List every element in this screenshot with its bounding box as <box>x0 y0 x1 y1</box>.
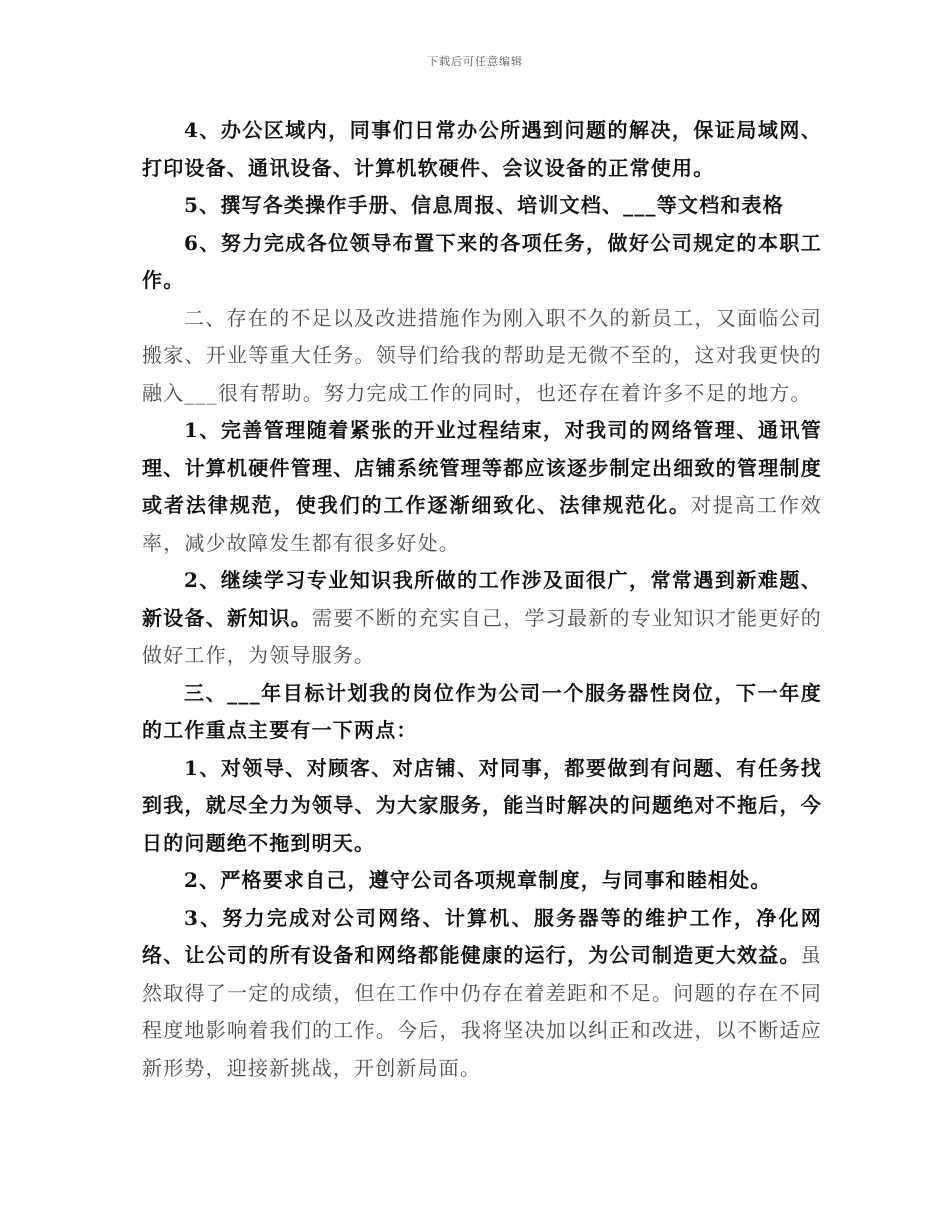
paragraph-bold-text: 3、努力完成对公司网络、计算机、服务器等的维护工作，净化网络、让公司的所有设备和网络都能健康的运行，为公司制造更大效益。 <box>142 905 822 967</box>
paragraph-normal-text: 需要不断的充实自己，学习最新的专业知识才能更好的做好工作，为领导服务。 <box>142 605 822 667</box>
paragraph-normal-text: 二、存在的不足以及改进措施作为刚入职不久的新员工，又面临公司搬家、开业等重大任务。领导们给我的帮助是无微不至的，这对我更快的融入___很有帮助。努力完成工作的同时，也还存在着许多不足的地方。 <box>142 305 822 405</box>
plan-item-3 <box>142 900 822 1088</box>
paragraph-bold-text: 2、继续学习专业知识我所做的工作涉及面很广，常常遇到新难题、新设备、新知识。 <box>142 568 822 630</box>
paragraph-bold-text: 4、办公区域内，同事们日常办公所遇到问题的解决，保证局域网、打印设备、通讯设备、计算机软硬件、会议设备的正常使用。 <box>142 118 822 180</box>
paragraph-bold-text: 三、___年目标计划我的岗位作为公司一个服务器性岗位，下一年度的工作重点主要有一下两点： <box>142 680 822 742</box>
plan-item-2 <box>142 862 822 900</box>
paragraph-bold-text: 2、严格要求自己，遵守公司各项规章制度，与同事和睦相处。 <box>184 868 772 892</box>
improvement-item-2 <box>142 562 822 675</box>
paragraph-bold-text: 6、努力完成各位领导布置下来的各项任务，做好公司规定的本职工作。 <box>142 230 822 292</box>
paragraph-item-4 <box>142 112 822 187</box>
document-body <box>142 112 822 1087</box>
paragraph-normal-text: 对提高工作效率，减少故障发生都有很多好处。 <box>142 493 822 555</box>
paragraph-item-6 <box>142 225 822 300</box>
paragraph-bold-text: 5、撰写各类操作手册、信息周报、培训文档、___等文档和表格 <box>184 193 784 217</box>
plan-item-1 <box>142 750 822 863</box>
section-two-paragraph <box>142 300 822 413</box>
paragraph-normal-text: 虽然取得了一定的成绩，但在工作中仍存在着差距和不足。问题的存在不同程度地影响着我们的工作。今后，我将坚决加以纠正和改进，以不断适应新形势，迎接新挑战，开创新局面。 <box>142 943 822 1080</box>
improvement-item-1 <box>142 412 822 562</box>
paragraph-bold-text: 1、对领导、对顾客、对店铺、对同事，都要做到有问题、有任务找到我，就尽全力为领导、为大家服务，能当时解决的问题绝对不拖后，今日的问题绝不拖到明天。 <box>142 755 822 855</box>
page-header: 下载后可任意编辑 <box>427 55 523 68</box>
paragraph-bold-text: 1、完善管理随着紧张的开业过程结束，对我司的网络管理、通讯管理、计算机硬件管理、店铺系统管理等都应该逐步制定出细致的管理制度或者法律规范，使我们的工作逐渐细致化、法律规范化。 <box>142 418 822 517</box>
paragraph-item-5 <box>142 187 822 225</box>
section-three-heading <box>142 675 822 750</box>
